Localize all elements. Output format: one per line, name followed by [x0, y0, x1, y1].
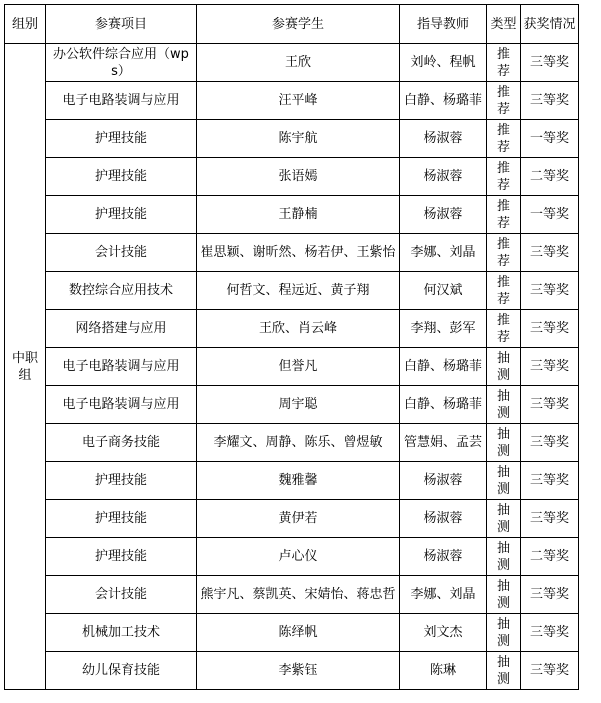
students-cell: 周宇聪 — [197, 386, 400, 424]
award-cell: 三等奖 — [521, 386, 579, 424]
project-cell: 网络搭建与应用 — [46, 310, 197, 348]
teachers-cell: 何汉斌 — [400, 272, 487, 310]
students-cell: 李紫钰 — [197, 652, 400, 690]
header-type: 类型 — [487, 5, 521, 44]
project-cell: 护理技能 — [46, 538, 197, 576]
award-cell: 二等奖 — [521, 538, 579, 576]
type-cell: 抽测 — [487, 652, 521, 690]
students-cell: 卢心仪 — [197, 538, 400, 576]
project-cell: 机械加工技术 — [46, 614, 197, 652]
type-cell: 抽测 — [487, 614, 521, 652]
award-cell: 三等奖 — [521, 500, 579, 538]
teachers-cell: 杨淑蓉 — [400, 462, 487, 500]
table-row — [5, 652, 579, 690]
type-cell: 推荐 — [487, 272, 521, 310]
table-row — [5, 386, 579, 424]
project-cell: 电子电路装调与应用 — [46, 386, 197, 424]
students-cell: 王欣、肖云峰 — [197, 310, 400, 348]
award-cell: 三等奖 — [521, 82, 579, 120]
teachers-cell: 白静、杨璐菲 — [400, 386, 487, 424]
teachers-cell: 刘文杰 — [400, 614, 487, 652]
students-cell: 陈宇航 — [197, 120, 400, 158]
header-row — [5, 5, 579, 44]
table-row — [5, 196, 579, 234]
header-teachers: 指导教师 — [400, 5, 487, 44]
students-cell: 王欣 — [197, 44, 400, 82]
type-cell: 抽测 — [487, 462, 521, 500]
award-cell: 三等奖 — [521, 234, 579, 272]
table-row — [5, 82, 579, 120]
project-cell: 护理技能 — [46, 120, 197, 158]
award-cell: 三等奖 — [521, 576, 579, 614]
award-cell: 三等奖 — [521, 424, 579, 462]
award-cell: 三等奖 — [521, 614, 579, 652]
header-award: 获奖情况 — [521, 5, 579, 44]
teachers-cell: 李娜、刘晶 — [400, 234, 487, 272]
project-cell: 电子商务技能 — [46, 424, 197, 462]
results-table — [4, 4, 579, 690]
project-cell: 护理技能 — [46, 500, 197, 538]
type-cell: 推荐 — [487, 196, 521, 234]
type-cell: 推荐 — [487, 44, 521, 82]
teachers-cell: 杨淑蓉 — [400, 158, 487, 196]
table-row — [5, 158, 579, 196]
students-cell: 熊宇凡、蔡凯英、宋婧怡、蒋忠哲 — [197, 576, 400, 614]
header-project: 参赛项目 — [46, 5, 197, 44]
students-cell: 汪平峰 — [197, 82, 400, 120]
table-row — [5, 348, 579, 386]
table-row — [5, 576, 579, 614]
award-cell: 三等奖 — [521, 462, 579, 500]
project-cell: 电子电路装调与应用 — [46, 348, 197, 386]
type-cell: 抽测 — [487, 424, 521, 462]
project-cell: 幼儿保育技能 — [46, 652, 197, 690]
table-row — [5, 44, 579, 82]
students-cell: 何哲文、程远近、黄子翔 — [197, 272, 400, 310]
header-group: 组别 — [5, 5, 46, 44]
type-cell: 推荐 — [487, 82, 521, 120]
table-row — [5, 538, 579, 576]
teachers-cell: 杨淑蓉 — [400, 500, 487, 538]
teachers-cell: 白静、杨璐菲 — [400, 82, 487, 120]
project-cell: 会计技能 — [46, 576, 197, 614]
type-cell: 抽测 — [487, 576, 521, 614]
project-cell: 数控综合应用技术 — [46, 272, 197, 310]
teachers-cell: 刘岭、程帆 — [400, 44, 487, 82]
type-cell: 推荐 — [487, 234, 521, 272]
teachers-cell: 李娜、刘晶 — [400, 576, 487, 614]
type-cell: 抽测 — [487, 538, 521, 576]
award-cell: 三等奖 — [521, 44, 579, 82]
award-cell: 三等奖 — [521, 310, 579, 348]
table-row — [5, 500, 579, 538]
students-cell: 张语嫣 — [197, 158, 400, 196]
teachers-cell: 管慧娟、孟芸 — [400, 424, 487, 462]
project-cell: 护理技能 — [46, 196, 197, 234]
teachers-cell: 陈琳 — [400, 652, 487, 690]
project-cell: 护理技能 — [46, 462, 197, 500]
teachers-cell: 李翔、彭军 — [400, 310, 487, 348]
table-row — [5, 234, 579, 272]
project-cell: 会计技能 — [46, 234, 197, 272]
type-cell: 抽测 — [487, 500, 521, 538]
students-cell: 黄伊若 — [197, 500, 400, 538]
teachers-cell: 杨淑蓉 — [400, 196, 487, 234]
type-cell: 推荐 — [487, 158, 521, 196]
students-cell: 王静楠 — [197, 196, 400, 234]
type-cell: 抽测 — [487, 348, 521, 386]
table-row — [5, 462, 579, 500]
project-cell: 电子电路装调与应用 — [46, 82, 197, 120]
award-cell: 三等奖 — [521, 652, 579, 690]
group-cell: 中职组 — [5, 44, 46, 690]
table-row — [5, 614, 579, 652]
teachers-cell: 白静、杨璐菲 — [400, 348, 487, 386]
type-cell: 推荐 — [487, 120, 521, 158]
table-row — [5, 120, 579, 158]
project-cell: 护理技能 — [46, 158, 197, 196]
results-table-wrapper — [4, 4, 579, 690]
award-cell: 三等奖 — [521, 348, 579, 386]
table-body — [5, 44, 579, 690]
table-row — [5, 272, 579, 310]
award-cell: 三等奖 — [521, 272, 579, 310]
students-cell: 李耀文、周静、陈乐、曾煜敏 — [197, 424, 400, 462]
award-cell: 一等奖 — [521, 120, 579, 158]
teachers-cell: 杨淑蓉 — [400, 538, 487, 576]
students-cell: 魏雅馨 — [197, 462, 400, 500]
project-cell: 办公软件综合应用（wps） — [46, 44, 197, 82]
header-students: 参赛学生 — [197, 5, 400, 44]
students-cell: 但誉凡 — [197, 348, 400, 386]
table-row — [5, 424, 579, 462]
type-cell: 推荐 — [487, 310, 521, 348]
students-cell: 陈绎帆 — [197, 614, 400, 652]
teachers-cell: 杨淑蓉 — [400, 120, 487, 158]
award-cell: 一等奖 — [521, 196, 579, 234]
award-cell: 二等奖 — [521, 158, 579, 196]
type-cell: 抽测 — [487, 386, 521, 424]
table-row — [5, 310, 579, 348]
students-cell: 崔思颖、谢昕然、杨若伊、王紫怡 — [197, 234, 400, 272]
